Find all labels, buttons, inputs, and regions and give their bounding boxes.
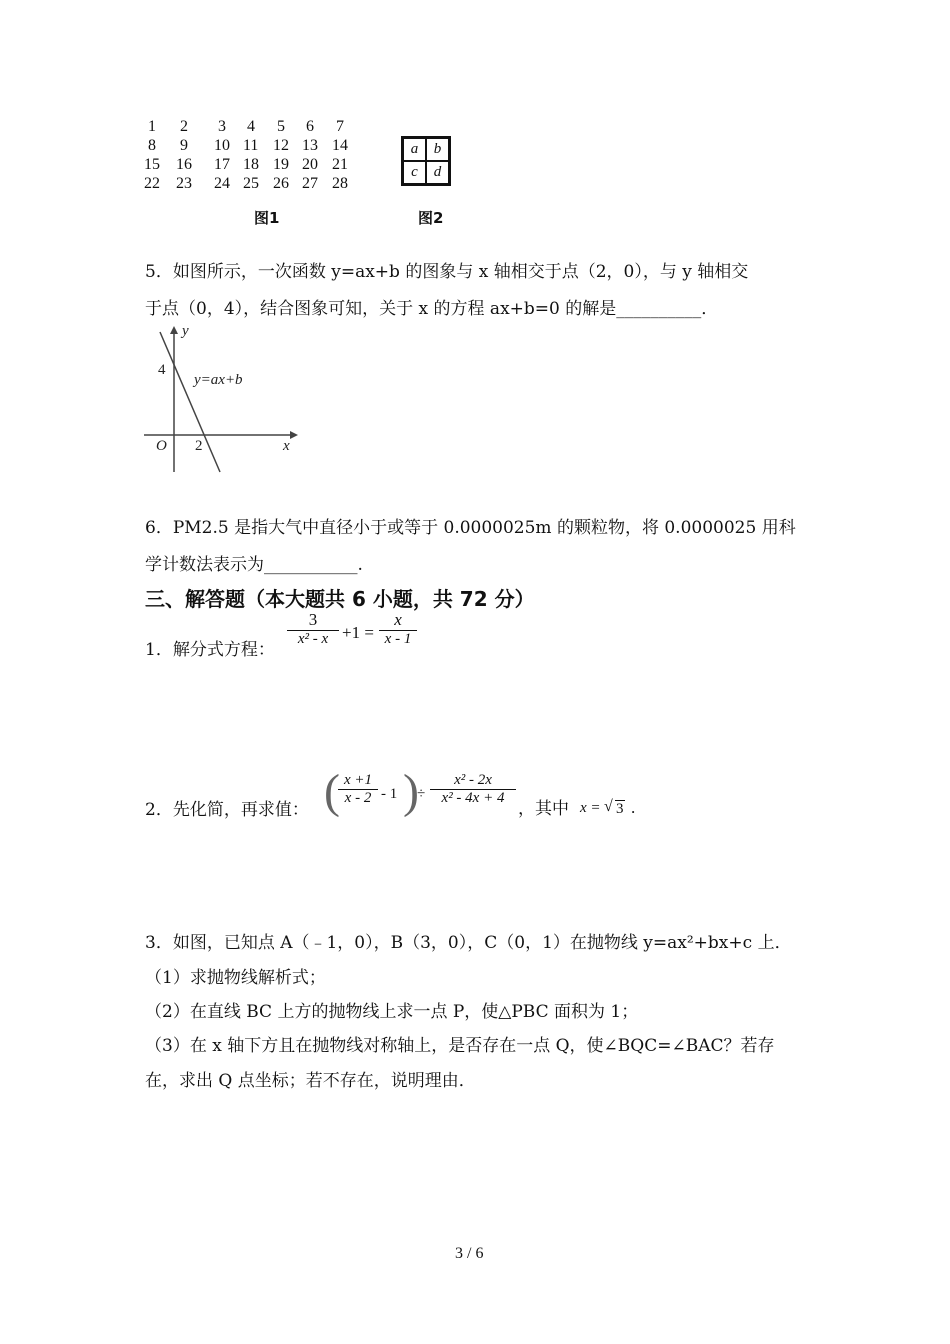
calendar-day: 20 [302, 156, 318, 173]
p1-prefix: 1．解分式方程： [145, 640, 275, 660]
p3-line1: 3．如图，已知点 A（﹣1，0），B（3，0），C（0，1）在抛物线 y=ax²+bx+c 上． [145, 933, 792, 953]
calendar-day: 5 [277, 118, 285, 135]
figure2-grid [401, 136, 451, 186]
p2-outer-den: x² - 4x + 4 [430, 789, 516, 807]
p2-inner-num: x +1 [343, 772, 373, 788]
p1-frac2-den: x - 1 [379, 630, 417, 648]
calendar-day: 12 [273, 137, 289, 154]
calendar-day: 6 [306, 118, 314, 135]
calendar-day: 28 [332, 175, 348, 192]
calendar-day: 13 [302, 137, 318, 154]
q5-linear-graph [140, 322, 300, 474]
figure2-cell-d: d [426, 161, 449, 184]
calendar-day: 9 [180, 137, 188, 154]
p2-minus-one: - 1 [381, 786, 398, 802]
p2-outer-fraction [430, 772, 516, 807]
calendar-day: 2 [180, 118, 188, 135]
x-intercept-label: 2 [195, 438, 203, 454]
calendar-day: 17 [214, 156, 230, 173]
calendar-day: 1 [148, 118, 156, 135]
p3-line2: （1）求抛物线解析式； [145, 968, 326, 988]
calendar-day: 19 [273, 156, 289, 173]
p2-divide: ÷ [417, 786, 426, 802]
p2-cond-val: 3 [616, 801, 624, 817]
figure1-label: 图1 [254, 209, 280, 227]
q6-line2: 学计数法表示为___________. [145, 555, 363, 575]
calendar-figure [140, 118, 360, 200]
p2-inner-den: x - 2 [338, 789, 378, 807]
q5-line1: 5．如图所示，一次函数 y=ax+b 的图象与 x 轴相交于点（2，0），与 y 轴相交 [145, 262, 749, 282]
p2-sqrt-sign: √ [604, 798, 613, 815]
calendar-day: 26 [273, 175, 289, 192]
p1-fraction-1 [287, 610, 339, 648]
section3-heading: 三、解答题（本大题共 6 小题，共 72 分） [145, 587, 535, 611]
function-label: y=ax+b [194, 372, 243, 388]
calendar-day: 11 [243, 137, 259, 154]
y-axis-arrow [170, 326, 178, 334]
function-line [160, 332, 220, 472]
page-number: 3 / 6 [455, 1245, 484, 1262]
p2-where: ，其中 [518, 799, 569, 819]
figure2-cell-b: b [426, 138, 449, 161]
q6-line1: 6．PM2.5 是指大气中直径小于或等于 0.0000025m 的颗粒物，将 0.0000025 用科 [145, 518, 796, 538]
calendar-day: 15 [144, 156, 160, 173]
p2-right-paren: ) [403, 765, 419, 818]
p1-frac2-num: x [394, 610, 402, 629]
calendar-day: 18 [243, 156, 259, 173]
p2-outer-num: x² - 2x [454, 772, 492, 788]
calendar-day: 21 [332, 156, 348, 173]
calendar-day: 10 [214, 137, 230, 154]
calendar-day: 4 [247, 118, 255, 135]
p3-line4: （3）在 x 轴下方且在抛物线对称轴上，是否存在一点 Q，使∠BQC=∠BAC？若存 [145, 1036, 775, 1056]
q5-line2: 于点（0，4），结合图象可知，关于 x 的方程 ax+b=0 的解是__________． [145, 299, 719, 319]
calendar-day: 24 [214, 175, 230, 192]
figure2-label: 图2 [418, 209, 444, 227]
y-axis-label: y [182, 323, 189, 339]
calendar-day: 25 [243, 175, 259, 192]
p2-period: . [631, 798, 636, 817]
calendar-day: 16 [176, 156, 192, 173]
p1-fraction-2 [379, 610, 417, 648]
calendar-day: 22 [144, 175, 160, 192]
p3-line3: （2）在直线 BC 上方的抛物线上求一点 P，使△PBC 面积为 1； [145, 1002, 639, 1022]
p2-left-paren: ( [324, 765, 340, 818]
p3-line5: 在，求出 Q 点坐标；若不存在，说明理由． [145, 1071, 476, 1091]
p1-frac1-num: 3 [308, 610, 318, 629]
p2-prefix: 2．先化简，再求值： [145, 800, 309, 820]
x-axis-arrow [290, 431, 298, 439]
calendar-day: 8 [148, 137, 156, 154]
calendar-day: 23 [176, 175, 192, 192]
figure2-cell-c: c [403, 161, 426, 184]
calendar-day: 14 [332, 137, 348, 154]
p1-plus-one: +1 = [342, 623, 374, 642]
p2-cond-x: x = [580, 800, 601, 816]
calendar-day: 27 [302, 175, 318, 192]
p1-frac1-den: x² - x [287, 630, 339, 648]
origin-label: O [156, 438, 167, 454]
x-axis-label: x [283, 438, 290, 454]
p2-inner-fraction [338, 772, 378, 807]
calendar-day: 7 [336, 118, 344, 135]
calendar-day: 3 [218, 118, 226, 135]
y-intercept-label: 4 [158, 362, 166, 378]
figure2-cell-a: a [403, 138, 426, 161]
